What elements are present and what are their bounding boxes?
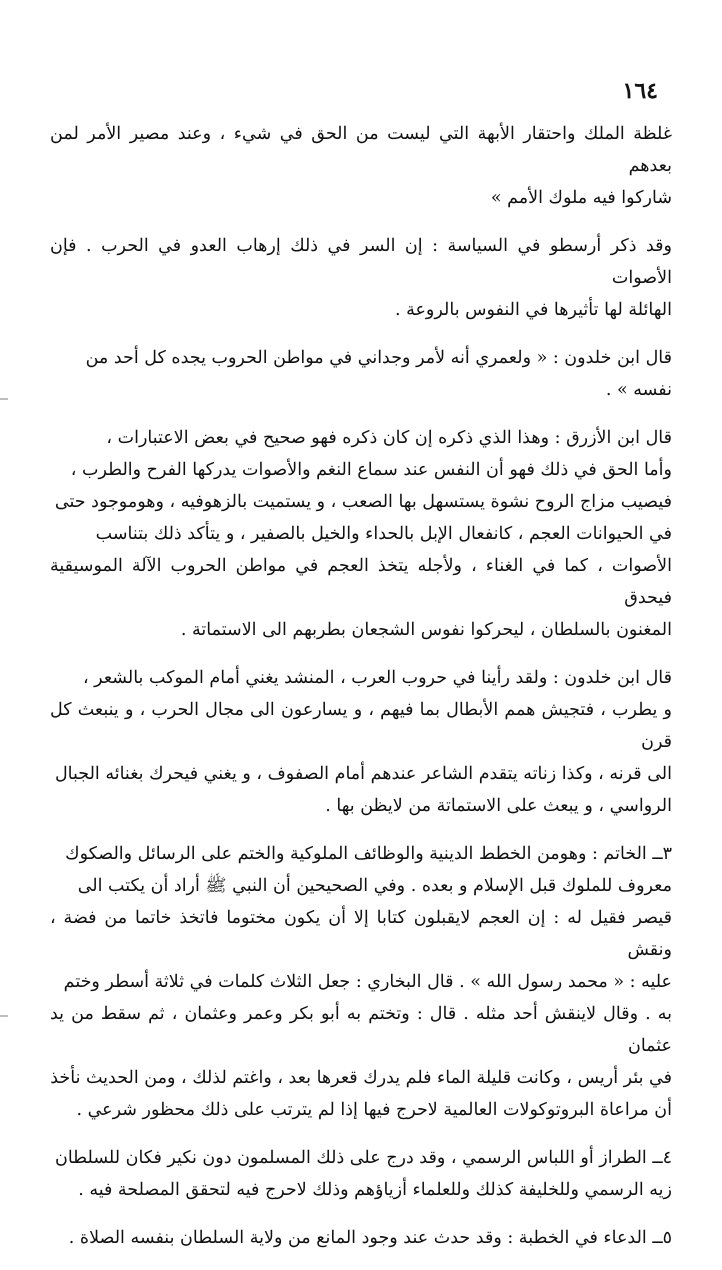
paragraph-ibn-khaldun-quote: قال ابن خلدون : « ولعمري أنه لأمر وجداني في مواطن الحروب يجده كل أحد من نفسه » . <box>85 348 672 400</box>
body-text <box>50 118 672 1270</box>
page-number: ١٦٤ <box>622 78 658 104</box>
paragraph-sermon-prayer: ٥ــ الدعاء في الخطبة : وقد حدث عند وجود المانع من ولاية السلطان بنفسه الصلاة . <box>68 1228 672 1248</box>
paragraph-ibn-al-azraq: قال ابن الأزرق : وهذا الذي ذكره إن كان ذكره فهو صحيح في بعض الاعتبارات ، وأما الحق في ذلك فهو أن النفس عند سماع النغم والأصوات يدركها الفرح والطرب ، فيصيب مزاج الروح نشوة يستسهل بها الصعب ، و يستميت بالزهوفيه ، وهوموجود حتى في الحيوانات العجم ، كانفعال الإبل بالحداء والخيل بالصفير ، و يتأكد ذلك بتناسب الأصوات ، كما في الغناء ، ولأجله يتخذ العجم في مواطن الحروب الآلة الموسيقية فيحدق المغنون بالسلطان ، ليحركوا نفوس الشجعان بطربهم الى الاستماتة . <box>50 428 672 640</box>
paragraph-seal: ٣ــ الخاتم : وهومن الخطط الدينية والوظائف الملوكية والختم على الرسائل والصكوك معروف للملوك قبل الإسلام و بعده . وفي الصحيحين أن النبي ﷺ أراد أن يكتب الى قيصر فقيل له : إن العجم لايقبلون كتابا إلا أن يكون مختوما فاتخذ خاتما من فضة ، ونقش عليه : « محمد رسول الله » . قال البخاري : جعل الثلاث كلمات في ثلاثة أسطر وختم به . وقال لاينقش أحد مثله . قال : وتختم به أبو بكر وعمر وعثمان ، ثم سقط من يد عثمان في بئر أريس ، وكانت قليلة الماء فلم يدرك قعرها بعد ، واغتم لذلك ، ومن الحديث نأخذ أن مراعاة البروتوكولات العالمية لاحرج فيها إذا لم يترتب على ذلك محظور شرعي . <box>50 844 672 1120</box>
paragraph-arab-wars: قال ابن خلدون : ولقد رأينا في حروب العرب ، المنشد يغني أمام الموكب بالشعر ، و يطرب ، فتجيش همم الأبطال بما فيهم ، و يسارعون الى مجال الحرب ، و ينبعث كل قرن الى قرنه ، وكذا زناته يتقدم الشاعر عندهم أمام الصفوف ، و يغني فيحرك بغنائه الجبال الرواسي ، و يبعث على الاستماتة من لايظن بها . <box>50 668 672 816</box>
paragraph-royal-severity: غلظة الملك واحتقار الأبهة التي ليست من الحق في شيء ، وعند مصير الأمر لمن بعدهم شاركوا فيه ملوك الأمم » <box>50 124 672 208</box>
scan-edge-mark <box>0 1015 8 1017</box>
paragraph-official-dress: ٤ــ الطراز أو اللباس الرسمي ، وقد درج على ذلك المسلمون دون نكير فكان للسلطان زيه الرسمي وللخليفة كذلك وللعلماء أزياؤهم وذلك لاحرج فيه لتحقق المصلحة فيه . <box>54 1148 672 1200</box>
scan-edge-mark <box>0 398 8 400</box>
paragraph-aristotle: وقد ذكر أرسطو في السياسة : إن السر في ذلك إرهاب العدو في الحرب . فإن الأصوات الهائلة لها تأثيرها في النفوس بالروعة . <box>50 236 672 320</box>
